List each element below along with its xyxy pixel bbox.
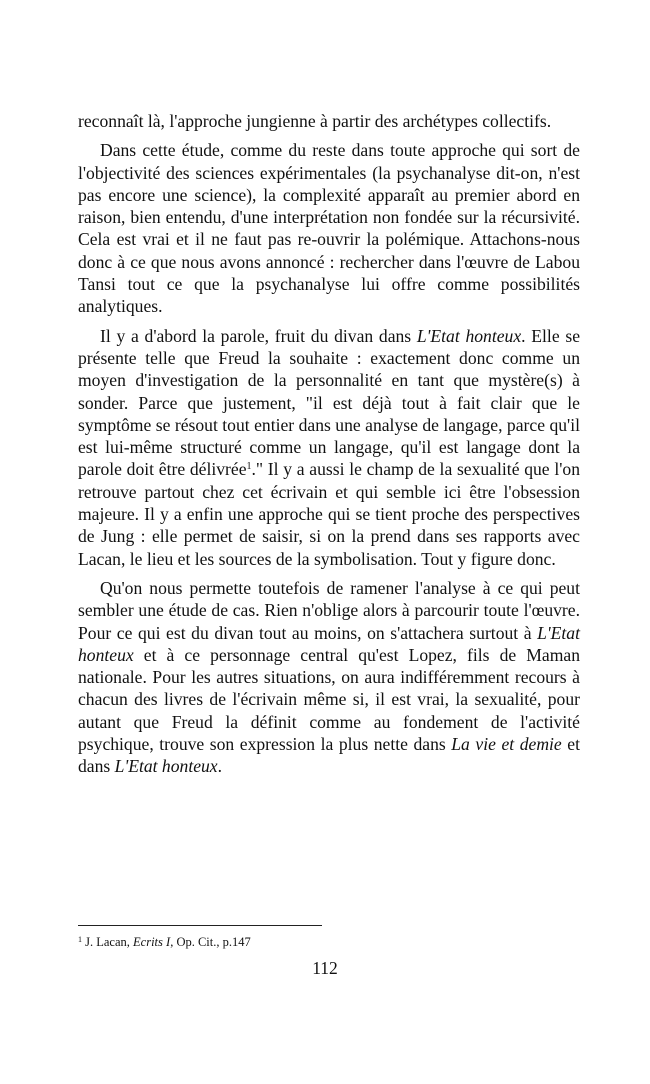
footnote-text-before: J. Lacan, — [82, 935, 134, 949]
body-text — [78, 110, 580, 778]
text-segment: . Elle se présente telle que Freud la souhaite : exactement donc comme un moyen d'investigation de la personnalité en tant que mystère(s) à sonder. Parce que justement, "il est déjà tout à fait clair que le symptôme se résout tout entier dans une analyse de langage, parce qu'il est lui-même structuré comme un langage, qu'il est langage dont la parole doit être délivrée — [78, 325, 581, 480]
footnote — [78, 935, 251, 950]
italic-title: La vie et demie — [451, 734, 562, 755]
italic-title: L'Etat honteux — [114, 756, 218, 777]
text-segment: et dans — [78, 734, 580, 777]
footnote-text-after: , Op. Cit., p.147 — [170, 935, 251, 949]
text-segment: Il y a d'abord la parole, fruit du divan dans — [100, 325, 417, 346]
text-segment: . — [217, 756, 223, 777]
footnote-reference: 1 — [246, 461, 252, 473]
text-segment: Dans cette étude, comme du reste dans toute approche qui sort de l'objectivité des sciences expérimentales (la psychanalyse dit-on, n'est pas encore une science), la complexité apparaît au premier abord en raison, bien entendu, d'une interprétation non fondée sur la récursivité. Cela est vrai et il ne faut pas re-ouvrir la polémique. Attachons-nous donc à ce que nous avons annoncé : rechercher dans l'œuvre de Labou Tansi tout ce que la psychanalyse lui offre comme possibilités analytiques. — [78, 140, 580, 317]
paragraph-2 — [78, 139, 580, 317]
paragraph-4 — [78, 577, 580, 778]
italic-title: L'Etat honteux — [416, 325, 522, 346]
paragraph-3 — [78, 325, 580, 570]
text-segment: Qu'on nous permette toutefois de ramener l'analyse à ce qui peut sembler une étude de cas. Rien n'oblige alors à parcourir toute l'œuvre. Pour ce qui est du divan tout au moins, on s'attachera surtout à — [78, 577, 580, 643]
page-number: 112 — [312, 958, 338, 978]
footnote-marker: 1 — [78, 935, 82, 944]
text-segment: ." Il y a aussi le champ de la sexualité que l'on retrouve partout chez cet écrivain et qui semble ici être l'obsession majeure. Il y a enfin une approche qui se tient proche des perspectives de Jung : elle permet de saisir, si on la prend dans ses rapports avec Lacan, le lieu et les sources de la symbolisation. Tout y figure donc. — [78, 459, 580, 569]
text-segment: et à ce personnage central qu'est Lopez, fils de Maman nationale. Pour les autres situations, on aura indifféremment recours à chacun des livres de l'écrivain même si, il est vrai, la sexualité, pour autant que Freud la définit comme au fondement de l'activité psychique, trouve son expression la plus nette dans — [78, 644, 580, 755]
paragraph-1 — [78, 110, 580, 132]
italic-title: L'Etat honteux — [78, 622, 580, 665]
text-segment: reconnaît là, l'approche jungienne à partir des archétypes collectifs. — [78, 111, 552, 131]
footnote-book-title: Ecrits I — [133, 935, 171, 949]
footnote-separator — [78, 925, 322, 926]
